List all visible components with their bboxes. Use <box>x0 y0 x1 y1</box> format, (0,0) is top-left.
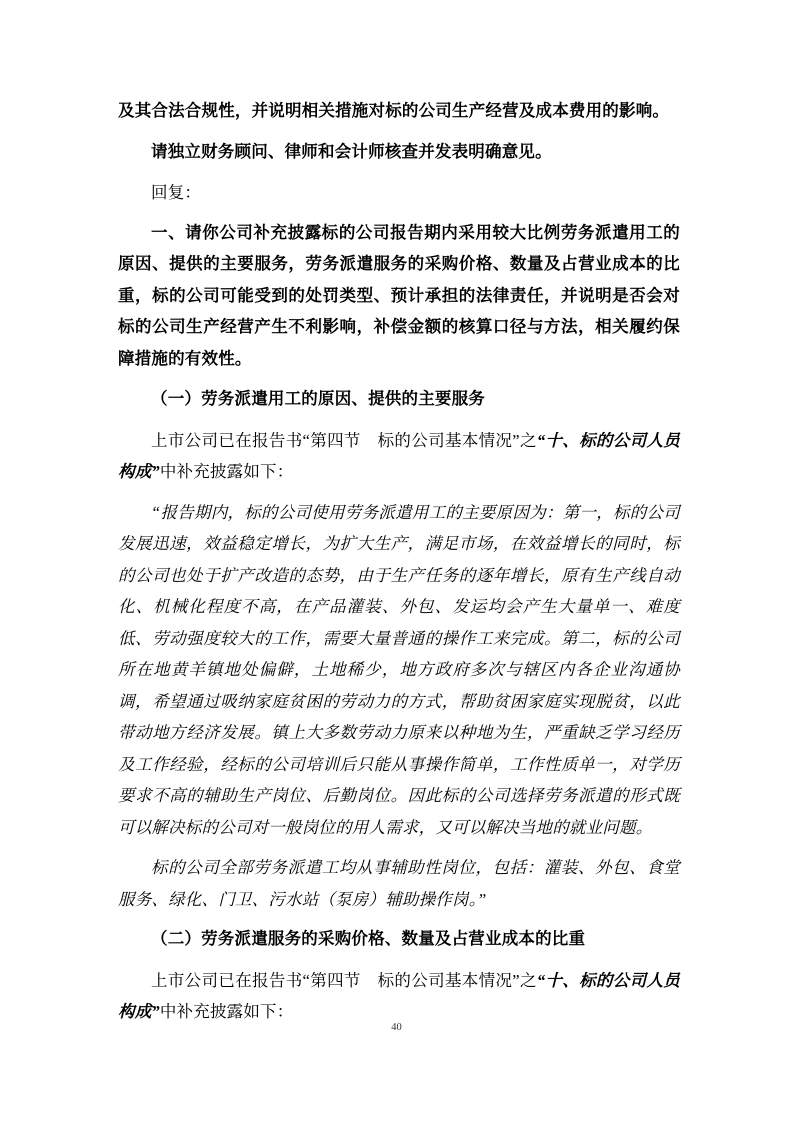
section-1-quote-paragraph-2: 标的公司全部劳务派遣工均从事辅助性岗位，包括：灌装、外包、食堂服务、绿化、门卫、污水站（泵房）辅助操作岗。” <box>118 858 680 909</box>
section-2-intro <box>118 965 680 1028</box>
section-2-intro-post: 中补充披露如下： <box>159 1002 294 1021</box>
question-paragraph: 一、请你公司补充披露标的公司报告期内采用较大比例劳务派遣用工的原因、提供的主要服务，劳务派遣服务的采购价格、数量及占营业成本的比重，标的公司可能受到的处罚类型、预计承担的法律责任，并说明是否会对标的公司生产经营产生不利影响，补偿金额的核算口径与方法，相关履约保障措施的有效性。 <box>118 223 680 368</box>
page-number: 40 <box>391 1022 402 1033</box>
continuation-paragraph: 及其合法合规性，并说明相关措施对标的公司生产经营及成本费用的影响。 <box>118 102 670 120</box>
instruction-paragraph: 请独立财务顾问、律师和会计师核查并发表明确意见。 <box>151 142 552 161</box>
section-1-intro-post: 中补充披露如下： <box>159 462 294 481</box>
section-1-heading: （一）劳务派遣用工的原因、提供的主要服务 <box>151 390 485 408</box>
section-2-intro-pre: 上市公司已在报告书“第四节 标的公司基本情况”之 <box>151 970 537 990</box>
section-1-intro-pre: 上市公司已在报告书“第四节 标的公司基本情况”之 <box>151 430 537 450</box>
section-1-quote-paragraph-1: “报告期内，标的公司使用劳务派遣用工的主要原因为：第一，标的公司发展迅速，效益稳定增长，为扩大生产，满足市场，在效益增长的同时，标的公司也处于扩产改造的态势，由于生产任务的逐年增长，原有生产线自动化、机械化程度不高，在产品灌装、外包、发运均会产生大量单一、难度低、劳动强度较大的工作，需要大量普通的操作工来完成。第二，标的公司所在地黄羊镇地处偏僻，土地稀少，地方政府多次与辖区内各企业沟通协调，希望通过吸纳家庭贫困的劳动力的方式，帮助贫困家庭实现脱贫，以此带动地方经济发展。镇上大多数劳动力原来以种地为生，严重缺乏学习经历及工作经验，经标的公司培训后只能从事操作简单，工作性质单一，对学历要求不高的辅助生产岗位、后勤岗位。因此标的公司选择劳务派遣的形式既可以解决标的公司对一般岗位的用人需求，又可以解决当地的就业问题。 <box>118 502 680 837</box>
section-1-intro <box>118 425 680 488</box>
section-1-intro-emphasis: “十、标的公司人员构成” <box>118 430 680 481</box>
reply-label: 回复： <box>151 183 202 202</box>
section-2-heading: （二）劳务派遣服务的采购价格、数量及占营业成本的比重 <box>151 930 586 948</box>
section-2-intro-emphasis: “十、标的公司人员构成” <box>118 970 680 1021</box>
